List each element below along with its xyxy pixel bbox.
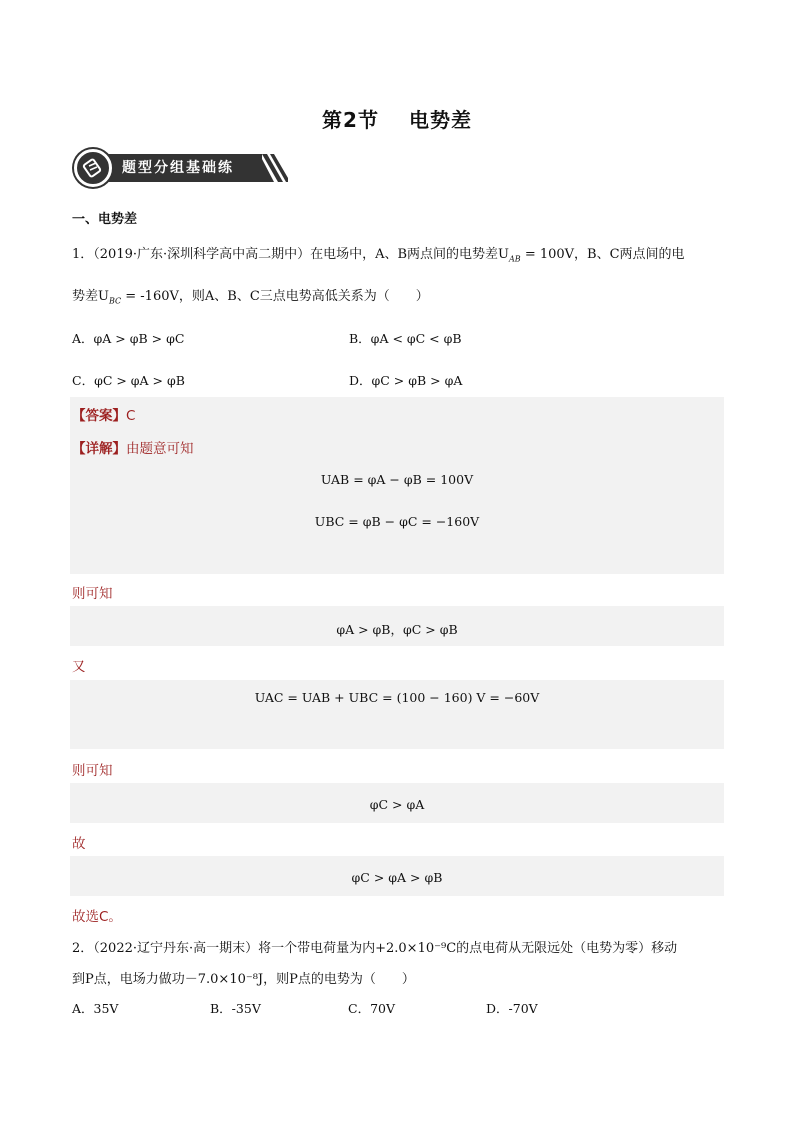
q1-option-c: C．φC > φA > φB (72, 373, 185, 388)
q2-line2: 到P点，电场力做功－7.0×10⁻⁸J，则P点的电势为（ ） (72, 972, 415, 987)
section-heading: 一、电势差 (72, 212, 138, 227)
equation-4: UAC = UAB + UBC = (100 − 160) V = −60V (254, 690, 540, 705)
q2-line1: 2．（2022·辽宁丹东·高一期末）将一个带电荷量为内+2.0×10⁻⁹C的点电荷从无限远处（电势为零）移动 (72, 941, 678, 956)
answer-line: 【答案】C (72, 408, 136, 424)
equation-2: UBC = φB − φC = −160V (314, 514, 480, 529)
q2-option-a: A．35V (72, 1001, 119, 1016)
q1-option-a: A．φA > φB > φC (72, 331, 185, 346)
conclusion-text: 故选C。 (72, 909, 122, 925)
q1-line2: 势差$U_{BC} = -160V$，则A、B、C三点电势高低关系为（ ） (72, 289, 429, 306)
banner-logo-icon (74, 149, 112, 187)
q2-option-b: B．-35V (210, 1001, 261, 1016)
then-text-2: 则可知 (72, 763, 113, 779)
title-section: 第2节 (322, 108, 379, 132)
equation-6: φC > φA > φB (351, 870, 443, 885)
q2-option-c: C．70V (348, 1001, 395, 1016)
page-title (0, 104, 794, 133)
banner-label: 题型分组基础练 (90, 154, 262, 182)
also-text: 又 (72, 659, 86, 675)
banner-stripes-icon (262, 154, 288, 182)
section-banner (74, 149, 288, 187)
then-text-1: 则可知 (72, 586, 113, 602)
detail-line: 【详解】由题意可知 (72, 441, 194, 457)
q1-option-b: B．φA < φC < φB (349, 331, 462, 346)
title-topic: 电势差 (408, 108, 472, 132)
equation-1: UAB = φA − φB = 100V (320, 472, 474, 487)
q1-option-d: D．φC > φB > φA (349, 373, 463, 388)
equation-5: φC > φA (369, 797, 425, 812)
equation-3: φA > φB，φC > φB (336, 622, 458, 637)
q2-option-d: D．-70V (486, 1001, 538, 1016)
q1-line1: 1．（2019·广东·深圳科学高中高二期中）在电场中，A、B两点间的电势差$U_{AB} = 100V$，B、C两点间的电 (72, 247, 685, 264)
so-text: 故 (72, 836, 86, 852)
